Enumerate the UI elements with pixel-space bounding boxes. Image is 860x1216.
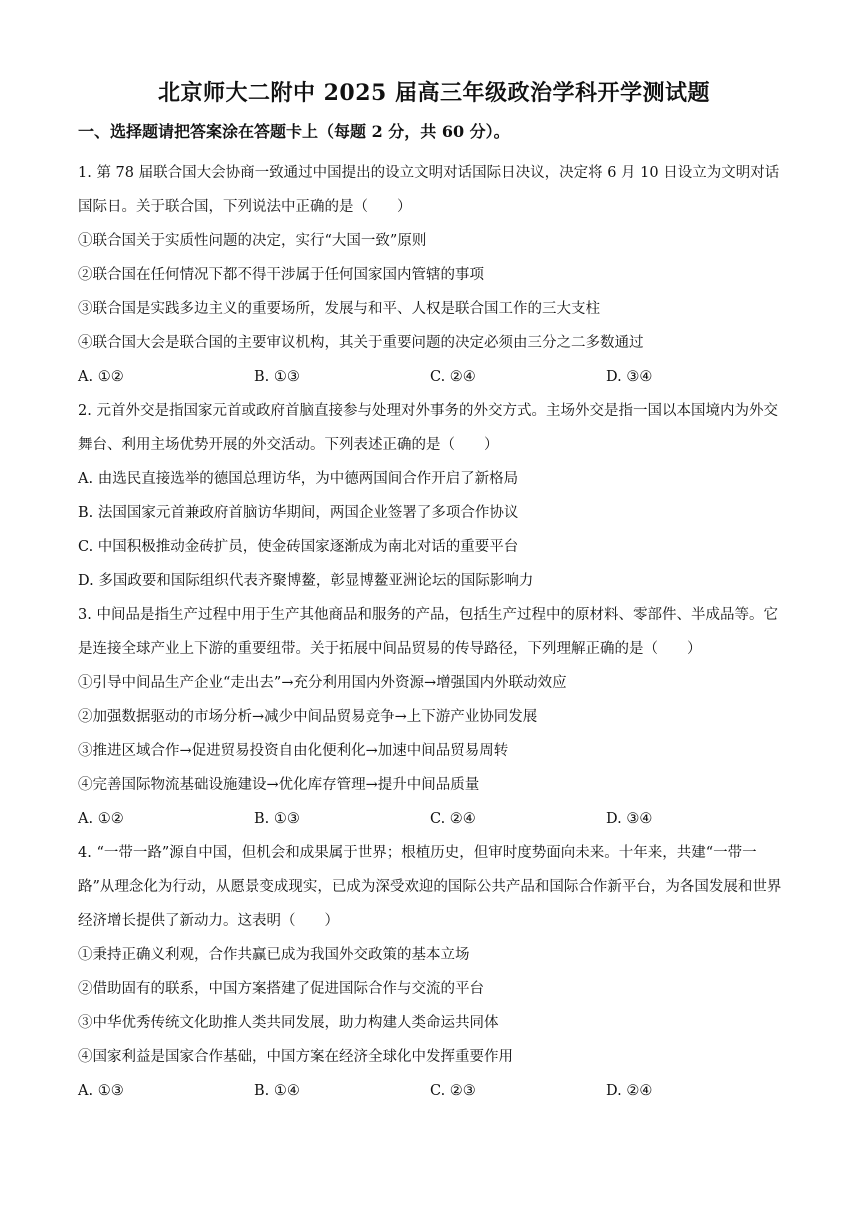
option-b: B. ①④ (254, 1083, 300, 1099)
option-d: D. ③④ (606, 369, 653, 385)
option-c: C. ②④ (430, 369, 476, 385)
question-stem: 3. 中间品是指生产过程中用于生产其他商品和服务的产品，包括生产过程中的原材料、零部件、半成品等。它是连接全球产业上下游的重要纽带。关于拓展中间品贸易的传导路径，下列理解正确的是（ ） (78, 607, 778, 657)
statement-item: ④联合国大会是联合国的主要审议机构，其关于重要问题的决定必须由三分之二多数通过 (78, 335, 644, 351)
answer-options (78, 360, 790, 394)
answer-options (78, 802, 790, 836)
question-stem: 4. “一带一路”源自中国，但机会和成果属于世界；根植历史，但审时度势面向未来。十年来，共建“一带一路”从理念化为行动，从愿景变成现实，已成为深受欢迎的国际公共产品和国际合作新平台，为各国发展和世界经济增长提供了新动力。这表明（ ） (78, 845, 782, 929)
option-a: A. 由选民直接选举的德国总理访华，为中德两国间合作开启了新格局 (78, 471, 519, 487)
option-c: C. ②③ (430, 1083, 476, 1099)
statement-item: ②加强数据驱动的市场分析→减少中间品贸易竞争→上下游产业协同发展 (78, 709, 538, 725)
question-1 (78, 156, 790, 394)
statement-item: ①联合国关于实质性问题的决定，实行“大国一致”原则 (78, 233, 427, 249)
question-2 (78, 394, 790, 598)
statement-item: ①秉持正确义利观，合作共赢已成为我国外交政策的基本立场 (78, 947, 470, 963)
option-a: A. ①② (78, 811, 124, 827)
option-b: B. ①③ (254, 369, 300, 385)
page-title: 北京师大二附中 2025 届高三年级政治学科开学测试题 (157, 80, 711, 106)
option-d: D. ③④ (606, 811, 653, 827)
option-c: C. ②④ (430, 811, 476, 827)
question-3 (78, 598, 790, 836)
option-d: D. ②④ (606, 1083, 653, 1099)
option-d: D. 多国政要和国际组织代表齐聚博鳌，彰显博鳌亚洲论坛的国际影响力 (78, 573, 534, 589)
statement-item: ①引导中间品生产企业“走出去”→充分利用国内外资源→增强国内外联动效应 (78, 675, 567, 691)
question-4 (78, 836, 790, 1108)
option-a: A. ①③ (78, 1083, 124, 1099)
section-heading: 一、选择题请把答案涂在答题卡上（每题 2 分，共 60 分）。 (78, 122, 510, 141)
statement-item: ②借助固有的联系，中国方案搭建了促进国际合作与交流的平台 (78, 981, 484, 997)
option-b: B. ①③ (254, 811, 300, 827)
option-b: B. 法国国家元首兼政府首脑访华期间，两国企业签署了多项合作协议 (78, 505, 519, 521)
option-a: A. ①② (78, 369, 124, 385)
statement-item: ②联合国在任何情况下都不得干涉属于任何国家国内管辖的事项 (78, 267, 484, 283)
statement-item: ④国家利益是国家合作基础，中国方案在经济全球化中发挥重要作用 (78, 1049, 513, 1065)
question-stem: 2. 元首外交是指国家元首或政府首脑直接参与处理对外事务的外交方式。主场外交是指一国以本国境内为外交舞台、利用主场优势开展的外交活动。下列表述正确的是（ ） (78, 403, 778, 453)
statement-item: ③联合国是实践多边主义的重要场所，发展与和平、人权是联合国工作的三大支柱 (78, 301, 600, 317)
answer-options (78, 1074, 790, 1108)
statement-item: ④完善国际物流基础设施建设→优化库存管理→提升中间品质量 (78, 777, 480, 793)
option-c: C. 中国积极推动金砖扩员，使金砖国家逐渐成为南北对话的重要平台 (78, 539, 519, 555)
question-stem: 1. 第 78 届联合国大会协商一致通过中国提出的设立文明对话国际日决议，决定将 6 月 10 日设立为文明对话国际日。关于联合国，下列说法中正确的是（ ） (78, 165, 780, 215)
statement-item: ③中华优秀传统文化助推人类共同发展，助力构建人类命运共同体 (78, 1015, 499, 1031)
statement-item: ③推进区域合作→促进贸易投资自由化便利化→加速中间品贸易周转 (78, 743, 509, 759)
